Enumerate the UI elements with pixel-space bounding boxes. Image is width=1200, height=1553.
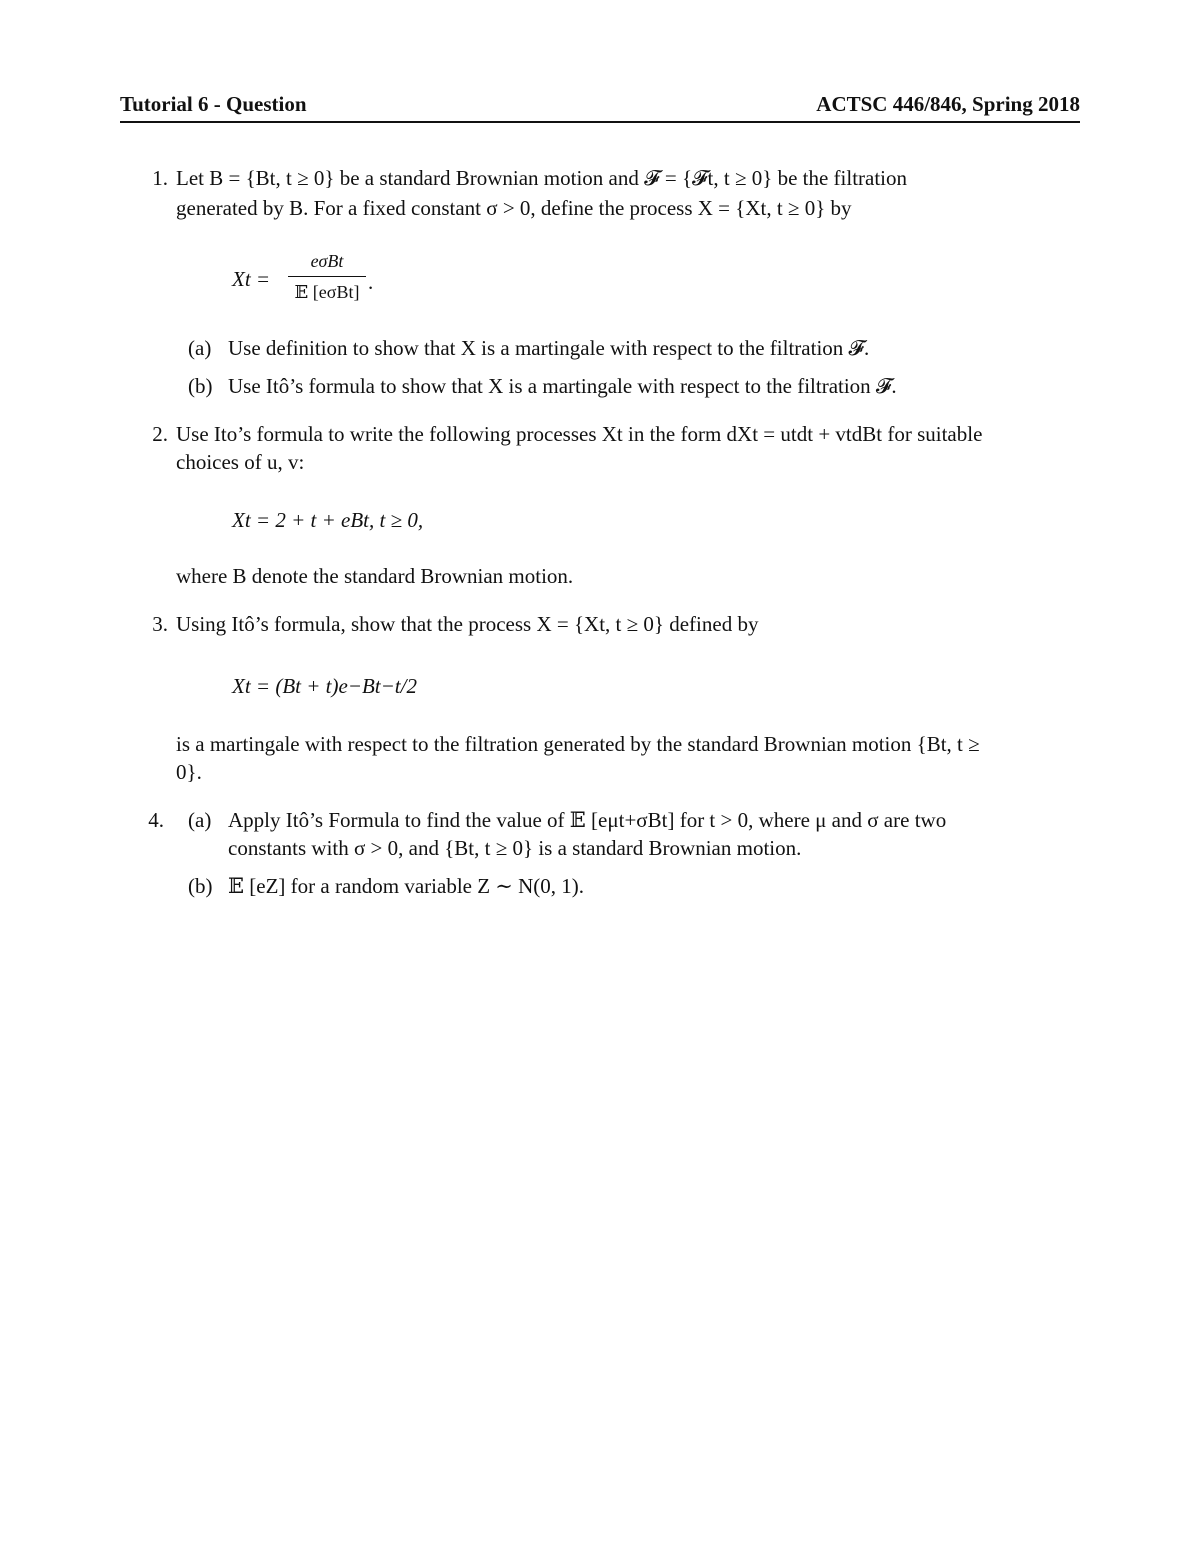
- question-text-line: 0}.: [176, 760, 202, 784]
- question-number: 4.: [148, 808, 164, 832]
- question-text-line: where B denote the standard Brownian motion.: [176, 564, 574, 588]
- question-number: 3.: [152, 612, 168, 636]
- subpart-text-a: Use definition to show that X is a martingale with respect to the filtration 𝓕.: [228, 336, 870, 360]
- subpart-label-b: (b): [188, 874, 213, 898]
- header-course: ACTSC 446/846, Spring 2018: [816, 92, 1080, 116]
- formula-period: .: [368, 270, 374, 294]
- subpart-label-a: (a): [188, 808, 212, 832]
- formula-fraction: [288, 248, 366, 305]
- fraction-numerator: eσBt: [310, 251, 344, 271]
- display-formula: Xt = 2 + t + eBt, t ≥ 0,: [232, 508, 424, 532]
- subpart-text-b: 𝔼 [eZ] for a random variable Z ∼ N(0, 1).: [228, 874, 585, 898]
- question-text-line: Let B = {Bt, t ≥ 0} be a standard Brownian motion and 𝓕 = {𝓕t, t ≥ 0} be the filtration: [176, 166, 908, 190]
- subpart-label-b: (b): [188, 374, 213, 398]
- subpart-text-b: Use Itô’s formula to show that X is a martingale with respect to the filtration 𝓕.: [228, 374, 897, 398]
- header-rule: [120, 121, 1080, 123]
- formula-lhs: Xt =: [232, 267, 271, 291]
- fraction-denominator: 𝔼 [eσBt]: [294, 282, 360, 302]
- question-text-line: is a martingale with respect to the filtration generated by the standard Brownian motion {Bt, t ≥: [176, 732, 980, 756]
- question-number: 1.: [152, 166, 168, 190]
- subpart-label-a: (a): [188, 336, 212, 360]
- question-number: 2.: [152, 422, 168, 446]
- fraction-bar: [288, 276, 366, 277]
- question-text-line: Use Ito’s formula to write the following processes Xt in the form dXt = utdt + vtdBt for suitable: [176, 422, 983, 446]
- header-title: Tutorial 6 - Question: [120, 92, 307, 116]
- question-text-line: Using Itô’s formula, show that the process X = {Xt, t ≥ 0} defined by: [176, 612, 759, 636]
- subpart-text-a: Apply Itô’s Formula to find the value of 𝔼 [eμt+σBt] for t > 0, where μ and σ are two: [228, 808, 947, 832]
- question-text-line: choices of u, v:: [176, 450, 305, 474]
- question-text-line: generated by B. For a fixed constant σ > 0, define the process X = {Xt, t ≥ 0} by: [176, 196, 852, 220]
- display-formula: Xt = (Bt + t)e−Bt−t/2: [232, 674, 417, 698]
- subpart-text-a-cont: constants with σ > 0, and {Bt, t ≥ 0} is a standard Brownian motion.: [228, 836, 802, 860]
